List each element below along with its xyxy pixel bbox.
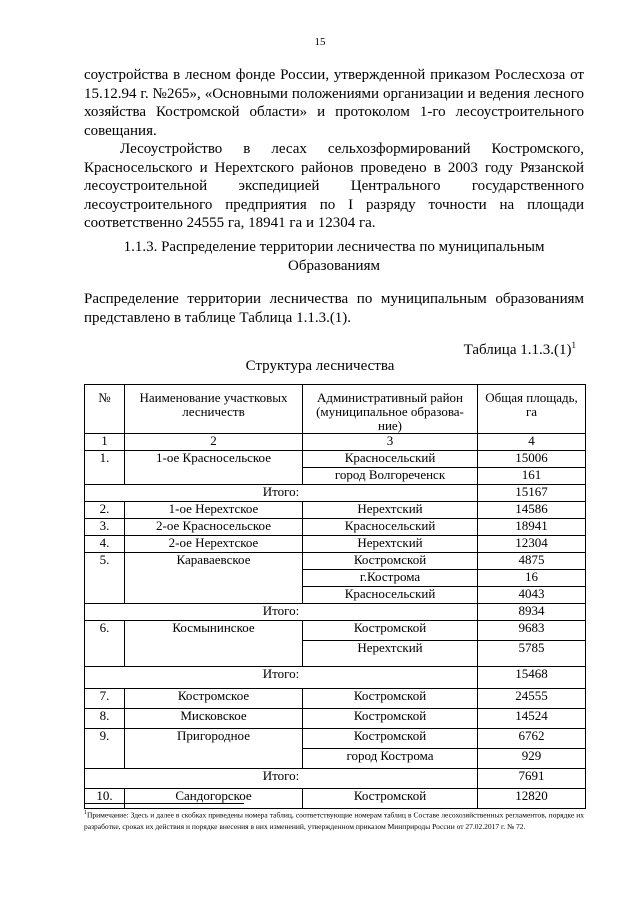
forest-structure-table [84, 384, 586, 809]
area: 16 [478, 570, 586, 587]
table-row [85, 451, 586, 468]
area: 12304 [478, 536, 586, 553]
table-row [85, 502, 586, 519]
district: Красносельский [303, 587, 478, 604]
row-number: 2. [85, 502, 125, 519]
footnote-divider [84, 803, 244, 804]
table-row [85, 621, 586, 641]
forestry-name: 1-ое Нерехтское [125, 502, 303, 519]
footnote-ref: 1 [571, 340, 576, 350]
table-label [464, 340, 576, 359]
area: 14586 [478, 502, 586, 519]
header-cell: Общая площадь, га [478, 385, 586, 434]
column-number-row [85, 434, 586, 451]
table-row [85, 789, 586, 809]
area: 15468 [478, 667, 586, 689]
total-row [85, 604, 586, 621]
area: 5785 [478, 641, 586, 667]
forestry-name: 1-ое Красносельское [125, 451, 303, 485]
area: 4875 [478, 553, 586, 570]
total-row [85, 485, 586, 502]
row-number: 10. [85, 789, 125, 809]
forestry-name: Космынинское [125, 621, 303, 667]
forestry-name: Костромское [125, 689, 303, 709]
forestry-name: 2-ое Красносельское [125, 519, 303, 536]
table-title: Структура лесничества [245, 358, 395, 374]
area: 9683 [478, 621, 586, 641]
area: 15006 [478, 451, 586, 468]
area: 6762 [478, 729, 586, 749]
column-number: 1 [85, 434, 125, 451]
district: Костромской [303, 553, 478, 570]
header-cell: № [85, 385, 125, 434]
district: Красносельский [303, 451, 478, 468]
district: Нерехтский [303, 641, 478, 667]
total-label: Итого: [85, 485, 478, 502]
district: Костромской [303, 709, 478, 729]
area: 929 [478, 749, 586, 769]
district: Костромской [303, 729, 478, 749]
table-row [85, 709, 586, 729]
table-row [85, 553, 586, 570]
area: 18941 [478, 519, 586, 536]
district: город Волгореченск [303, 468, 478, 485]
page-number: 15 [314, 36, 326, 48]
area: 7691 [478, 769, 586, 789]
area: 15167 [478, 485, 586, 502]
row-number: 5. [85, 553, 125, 604]
area: 14524 [478, 709, 586, 729]
area: 161 [478, 468, 586, 485]
column-number: 3 [303, 434, 478, 451]
area: 12820 [478, 789, 586, 809]
forestry-name: Сандогорское [125, 789, 303, 809]
area: 4043 [478, 587, 586, 604]
footnote-mark: 1 [84, 810, 87, 816]
paragraph-1: соустройства в лесном фонде России, утвержденной приказом Рослесхоза от 15.12.94 г. №265», «Основными положениями организации и ведения лесного хозяйства Костромской области» и протоколом 1-го лесоустроительного совещания. [84, 67, 584, 139]
row-number: 6. [85, 621, 125, 667]
intro-text: Распределение территории лесничества по муниципальным образованиям представлено в таблице Таблица 1.1.3.(1). [84, 291, 584, 326]
table-row [85, 536, 586, 553]
total-label: Итого: [85, 604, 478, 621]
forestry-name: Пригородное [125, 729, 303, 769]
paragraph-2: Лесоустройство в лесах сельхозформирований Костромского, Красносельского и Нерехтского районов проведено в 2003 году Рязанской лесоустроительной экспедицией Центрального государственного лесоустроительного предприятия по I разряду точности на площади соответственно 24555 га, 18941 га и 12304 га. [84, 141, 584, 231]
district: Нерехтский [303, 536, 478, 553]
district: Костромской [303, 689, 478, 709]
district: Костромской [303, 621, 478, 641]
forestry-name: Караваевское [125, 553, 303, 604]
district: Красносельский [303, 519, 478, 536]
footnote [84, 808, 584, 833]
column-number: 2 [125, 434, 303, 451]
row-number: 4. [85, 536, 125, 553]
district: город Кострома [303, 749, 478, 769]
area: 8934 [478, 604, 586, 621]
row-number: 8. [85, 709, 125, 729]
header-cell: Наименование участковых лесничеств [125, 385, 303, 434]
table-row [85, 689, 586, 709]
district: Нерехтский [303, 502, 478, 519]
row-number: 7. [85, 689, 125, 709]
total-label: Итого: [85, 667, 478, 689]
row-number: 1. [85, 451, 125, 485]
forestry-name: 2-ое Нерехтское [125, 536, 303, 553]
total-row [85, 769, 586, 789]
footnote-text: Примечание: Здесь и далее в скобках приведены номера таблиц, соответствующие номерам таблиц в Составе лесохозяйственных регламентов, порядке их разработке, сроках их действия и порядке внесения в них изменений, утвержденном приказом Минприроды России от 27.02.2017 г. № 72. [84, 810, 584, 831]
row-number: 3. [85, 519, 125, 536]
area: 24555 [478, 689, 586, 709]
table-row [85, 519, 586, 536]
row-number: 9. [85, 729, 125, 769]
header-cell: Административный район (муниципальное образова-ние) [303, 385, 478, 434]
district: г.Кострома [303, 570, 478, 587]
table-label-text: Таблица 1.1.3.(1) [463, 342, 572, 358]
section-heading: 1.1.3. Распределение территории лесничества по муниципальным Образованиям [123, 239, 545, 274]
total-row [85, 667, 586, 689]
column-number: 4 [478, 434, 586, 451]
table-row [85, 729, 586, 749]
header-row [85, 385, 586, 434]
forestry-name: Мисковское [125, 709, 303, 729]
district: Костромской [303, 789, 478, 809]
total-label: Итого: [85, 769, 478, 789]
